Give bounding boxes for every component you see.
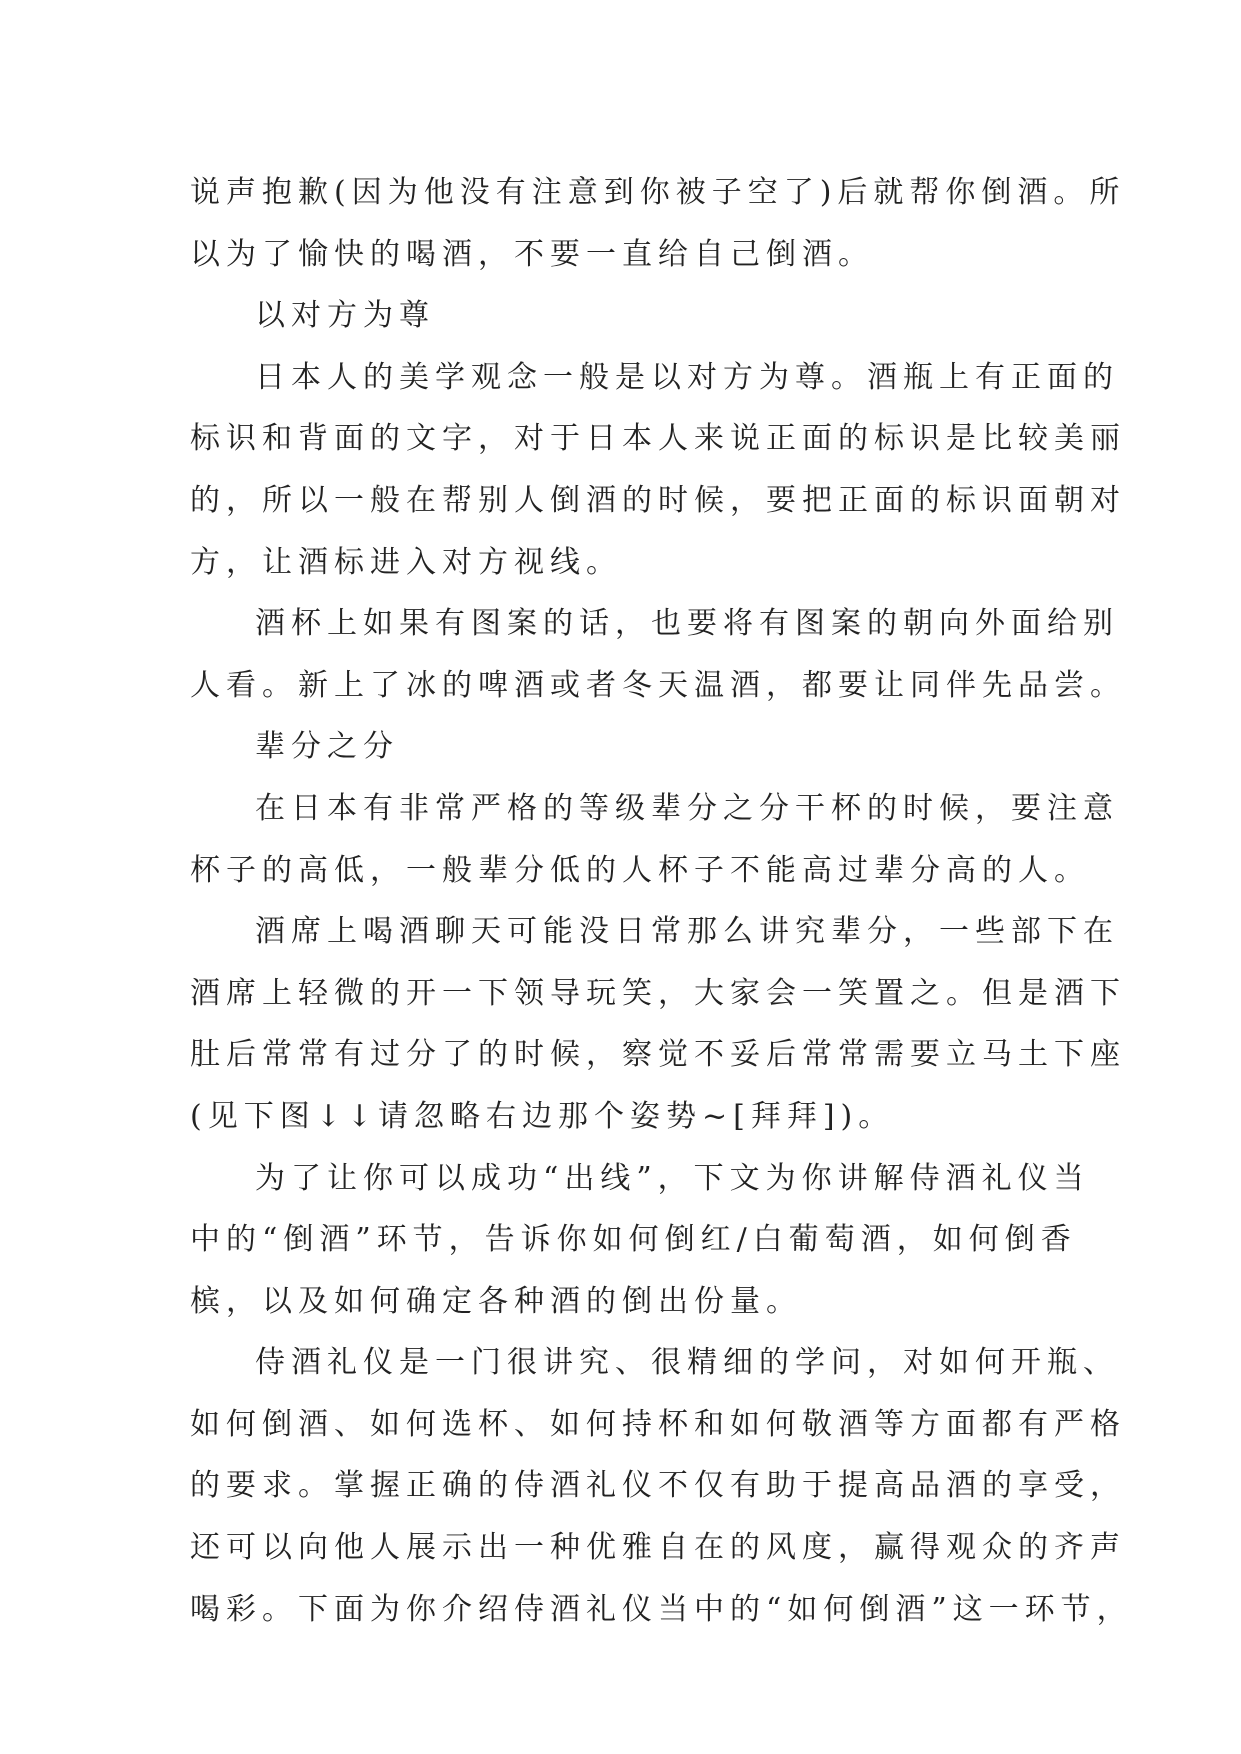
text-line: 肚后常常有过分了的时候，察觉不妥后常常需要立马土下座 bbox=[190, 1037, 1126, 1073]
text-line: 中的“倒酒”环节，告诉你如何倒红/白葡萄酒，如何倒香 bbox=[190, 1222, 1077, 1258]
text-line: 的要求。掌握正确的侍酒礼仪不仅有助于提高品酒的享受， bbox=[190, 1468, 1126, 1504]
text-line: 标识和背面的文字，对于日本人来说正面的标识是比较美丽 bbox=[190, 421, 1126, 457]
text-line: 酒席上喝酒聊天可能没日常那么讲究辈分，一些部下在 bbox=[255, 914, 1119, 950]
section-heading: 以对方为尊 bbox=[255, 298, 435, 334]
text-line: 为了让你可以成功“出线”，下文为你讲解侍酒礼仪当 bbox=[255, 1160, 1090, 1196]
text-line: 杯子的高低，一般辈分低的人杯子不能高过辈分高的人。 bbox=[190, 852, 1090, 888]
text-line: 方，让酒标进入对方视线。 bbox=[190, 544, 622, 580]
text-line: 侍酒礼仪是一门很讲究、很精细的学问，对如何开瓶、 bbox=[255, 1345, 1119, 1381]
text-line: 在日本有非常严格的等级辈分之分干杯的时候，要注意 bbox=[255, 790, 1119, 826]
text-line: 喝彩。下面为你介绍侍酒礼仪当中的“如何倒酒”这一环节， bbox=[190, 1591, 1133, 1627]
text-line: 的，所以一般在帮别人倒酒的时候，要把正面的标识面朝对 bbox=[190, 482, 1126, 518]
text-line: 以为了愉快的喝酒，不要一直给自己倒酒。 bbox=[190, 236, 874, 272]
text-line: 酒席上轻微的开一下领导玩笑，大家会一笑置之。但是酒下 bbox=[190, 975, 1126, 1011]
text-line: 日本人的美学观念一般是以对方为尊。酒瓶上有正面的 bbox=[255, 359, 1119, 395]
text-line: 槟，以及如何确定各种酒的倒出份量。 bbox=[190, 1283, 802, 1319]
text-line: 酒杯上如果有图案的话，也要将有图案的朝向外面给别 bbox=[255, 606, 1119, 642]
text-line: 还可以向他人展示出一种优雅自在的风度，赢得观众的齐声 bbox=[190, 1530, 1126, 1566]
text-line: 如何倒酒、如何选杯、如何持杯和如何敬酒等方面都有严格 bbox=[190, 1406, 1126, 1442]
text-line: 说声抱歉(因为他没有注意到你被子空了)后就帮你倒酒。所 bbox=[190, 175, 1126, 210]
section-heading: 辈分之分 bbox=[255, 729, 399, 765]
document-body bbox=[190, 162, 1133, 1640]
text-line: (见下图↓↓请忽略右边那个姿势~[拜拜])。 bbox=[190, 1098, 895, 1134]
text-line: 人看。新上了冰的啤酒或者冬天温酒，都要让同伴先品尝。 bbox=[190, 667, 1126, 703]
